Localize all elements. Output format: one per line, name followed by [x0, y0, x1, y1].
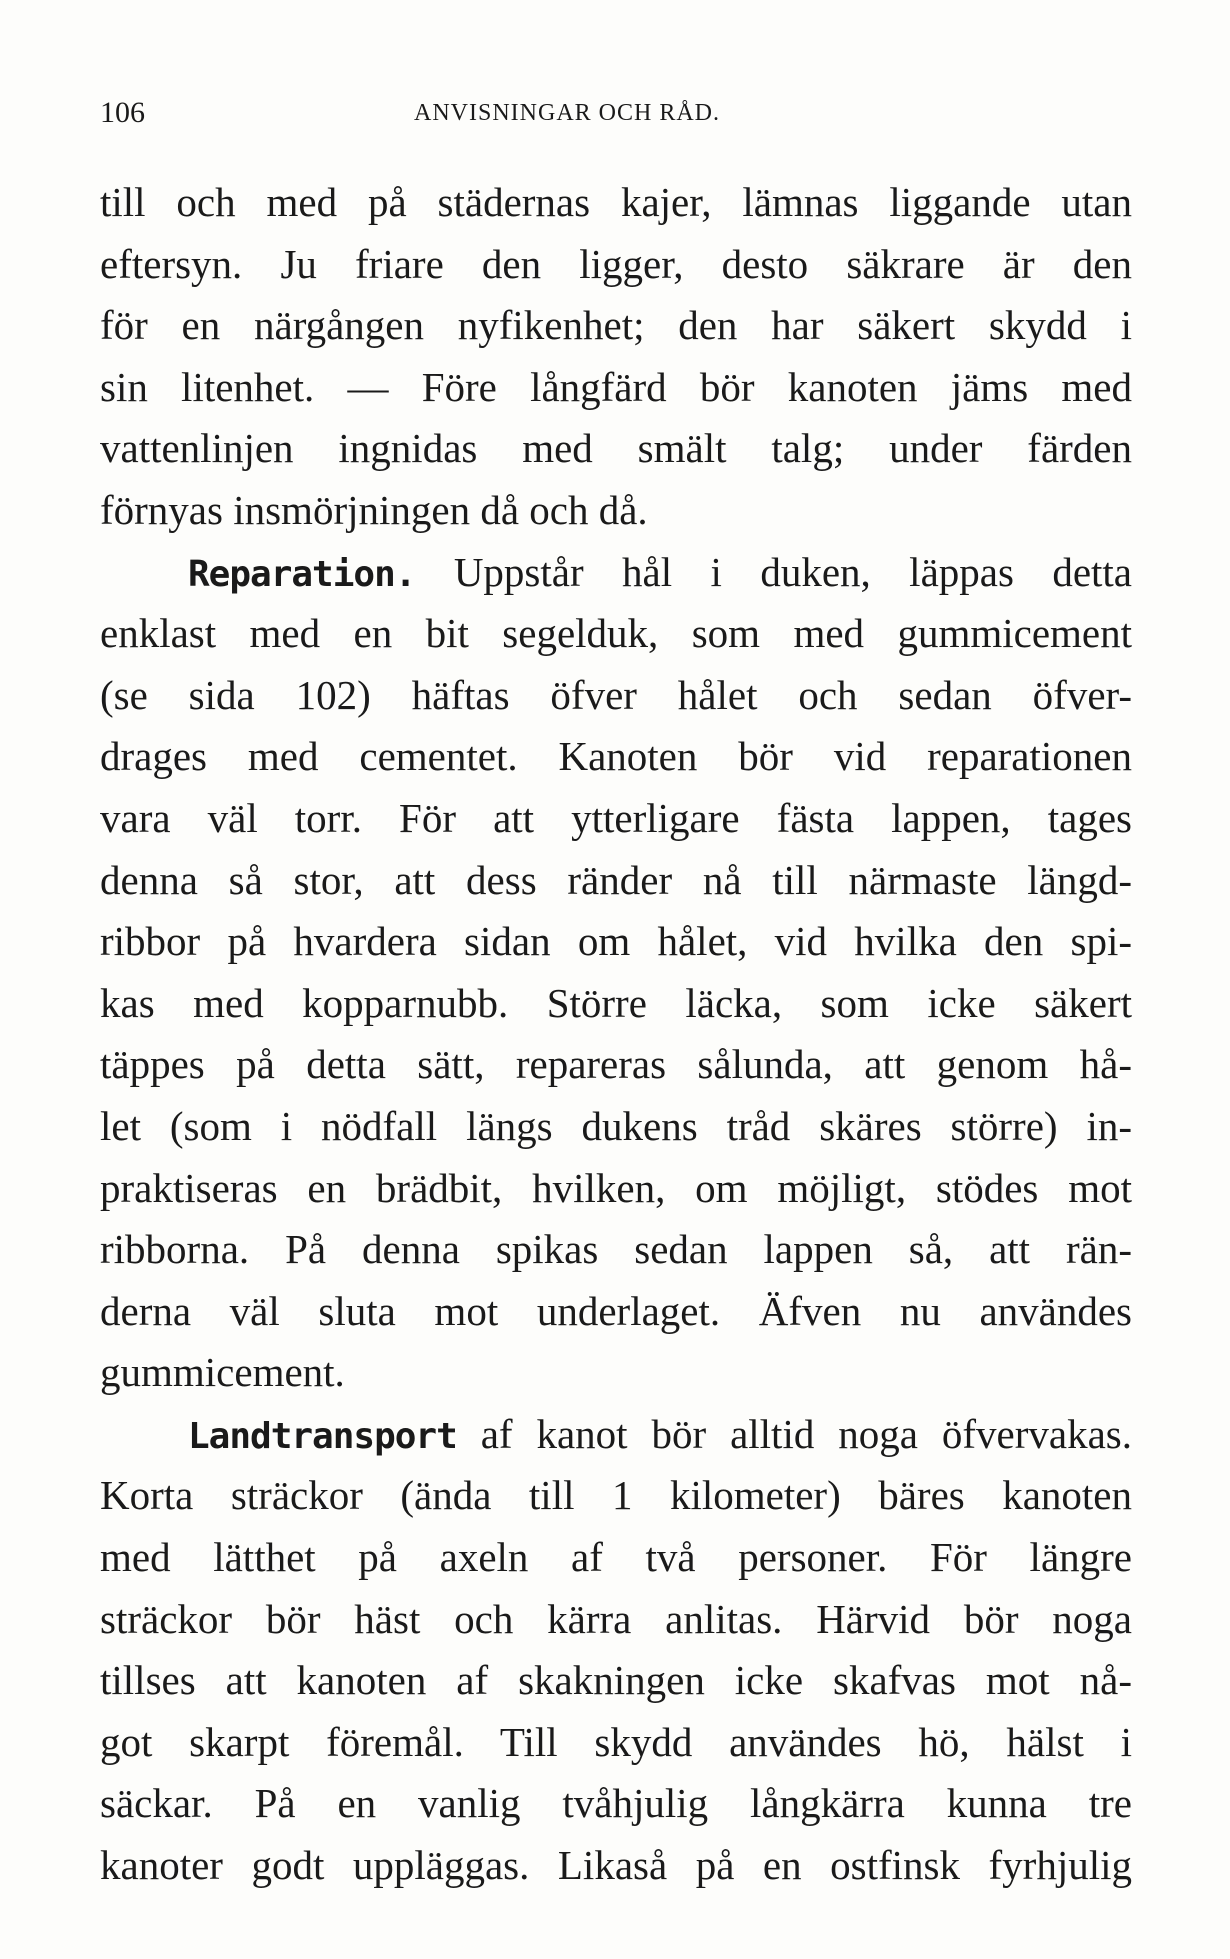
text-line: gummicement. — [100, 1349, 345, 1396]
text-line: säckar. På en vanlig tvåhjulig långkärra kunna tre — [100, 1780, 1132, 1827]
running-title: ANVISNINGAR OCH RÅD. — [414, 100, 721, 126]
text-line: Korta sträckor (ända till 1 kilometer) bäres kanoten — [100, 1472, 1132, 1519]
text-line: sin litenhet. — Före långfärd bör kanoten jäms med — [100, 363, 1132, 410]
text-line: täppes på detta sätt, repareras sålunda, att genom hå- — [100, 1041, 1132, 1088]
text-line: kas med kopparnubb. Större läcka, som icke säkert — [100, 979, 1132, 1026]
text-line: med lätthet på axeln af två personer. För längre — [100, 1534, 1132, 1581]
text-line: drages med cementet. Kanoten bör vid reparationen — [100, 733, 1132, 780]
text-line: derna väl sluta mot underlaget. Äfven nu användes — [100, 1287, 1132, 1334]
text-line: kanoter godt uppläggas. Likaså på en ostfinsk fyrhjulig — [100, 1842, 1132, 1889]
text-line: ribbor på hvardera sidan om hålet, vid hvilka den spi- — [100, 918, 1132, 965]
text-line: tillses att kanoten af skakningen icke skafvas mot nå- — [100, 1657, 1132, 1704]
text-run: Uppstår hål i duken, läppas detta — [453, 548, 1133, 595]
text-line: för en närgången nyfikenhet; den har säkert skydd i — [100, 302, 1132, 349]
text-line: ribborna. På denna spikas sedan lappen så, att rän- — [100, 1226, 1132, 1273]
text-line: (se sida 102) häftas öfver hålet och sedan öfver- — [100, 671, 1132, 718]
section-heading-reparation: Reparation. — [188, 553, 416, 595]
text-line: denna så stor, att dess ränder nå till närmaste längd- — [100, 856, 1132, 903]
text-line: enklast med en bit segelduk, som med gummicement — [100, 610, 1132, 657]
body-text — [100, 172, 1132, 1897]
text-line: vattenlinjen ingnidas med smält talg; under färden — [100, 425, 1132, 472]
text-line: got skarpt föremål. Till skydd användes hö, hälst i — [100, 1718, 1132, 1765]
page-number: 106 — [100, 96, 145, 129]
running-head — [100, 96, 1130, 136]
text-line: vara väl torr. För att ytterligare fästa lappen, tages — [100, 794, 1132, 841]
paragraph-reparation — [100, 542, 1132, 1404]
section-heading-landtransport: Landtransport — [188, 1415, 457, 1457]
text-line: praktiseras en brädbit, hvilken, om möjligt, stödes mot — [100, 1164, 1132, 1211]
text-line: eftersyn. Ju friare den ligger, desto säkrare är den — [100, 240, 1132, 287]
text-line: till och med på städernas kajer, lämnas liggande utan — [100, 179, 1132, 225]
text-line: sträckor bör häst och kärra anlitas. Härvid bör noga — [100, 1595, 1132, 1642]
text-line: förnyas insmörjningen då och då. — [100, 486, 648, 533]
text-line — [100, 1404, 1132, 1466]
paragraph-continuation — [100, 172, 1132, 542]
text-line — [100, 542, 1132, 604]
text-run: af kanot bör alltid noga öfvervakas. — [480, 1410, 1132, 1457]
text-line: let (som i nödfall längs dukens tråd skäres större) in- — [100, 1102, 1132, 1149]
paragraph-landtransport — [100, 1404, 1132, 1897]
